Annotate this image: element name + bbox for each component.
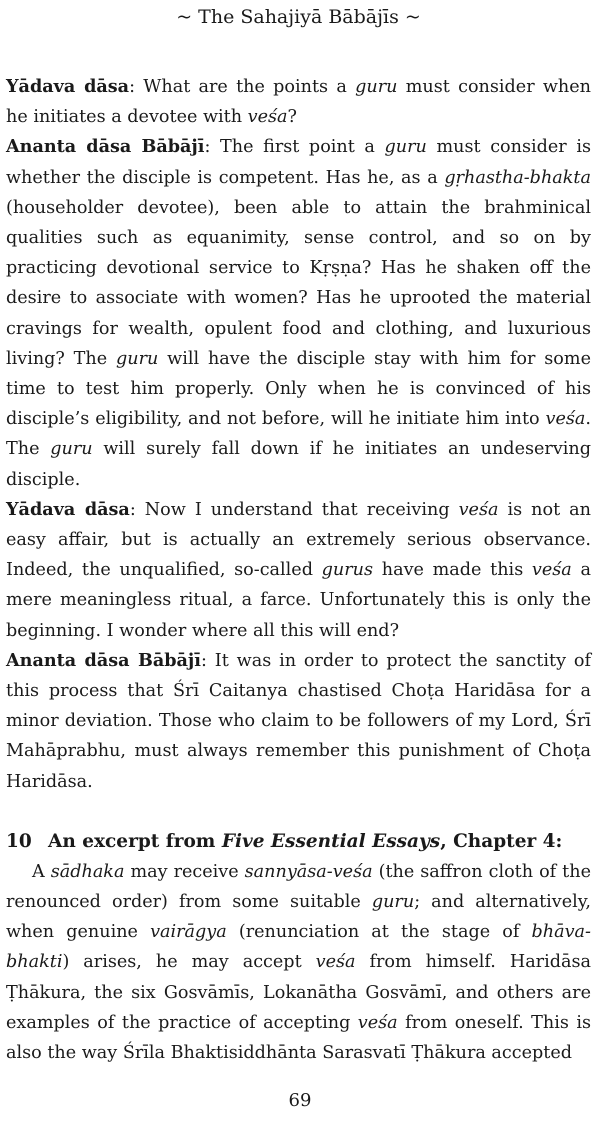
italic-term: guru — [371, 892, 415, 913]
body-paragraph: A sādhaka may receive sannyāsa-veśa (the saffron cloth of the renounced order) from some suitable guru; and alternatively, when genuine vairāgya (renunciation at the stage of bhāva-bhakti) arises, he may accept veśa from himself. Haridāsa Ṭhākura, the six Gosvāmīs, Lokanātha Gosvāmī, and others are examples of the practice of accepting veśa from oneself. This is also the way Śrīla Bhaktisiddhānta Sarasvatī Ṭhākura accepted — [6, 861, 591, 1064]
section-number: 10 — [6, 830, 32, 852]
italic-term: sannyāsa-veśa — [244, 861, 373, 882]
italic-term: veśa — [357, 1012, 398, 1033]
italic-term: gurus — [321, 560, 374, 581]
speaker-name: Ananta dāsa Bābājī — [6, 649, 201, 671]
italic-term: guru — [384, 137, 427, 158]
italic-term: bhāva-bhakti — [6, 922, 591, 973]
dialogue-paragraph: Yādava dāsa: What are the points a guru must consider when he initiates a devotee with veśa? — [6, 76, 592, 128]
dialogue-paragraph: Yādava dāsa: Now I understand that receiving veśa is not an easy affair, but is actually an extremely serious observance. Indeed, the unqualified, so-called gurus have made this veśa a mere meaningless ritual, a farce. Unfortunately this is only the beginning. I wonder where all this will end? — [6, 498, 591, 641]
italic-term: vairāgya — [150, 922, 227, 943]
italic-term: veśa — [247, 107, 288, 128]
speaker-name: Yādava dāsa — [6, 76, 130, 97]
section-heading: 10 An excerpt from Five Essential Essays, Chapter 4: — [6, 827, 591, 857]
book-title: Five Essential Essays — [221, 830, 441, 852]
italic-term: sādhaka — [50, 861, 125, 882]
italic-term: veśa — [315, 952, 356, 973]
running-head: ~ The Sahajiyā Bābājīs ~ — [176, 6, 421, 28]
dialogue-paragraph: Ananta dāsa Bābājī: The first point a guru must consider is whether the disciple is competent. Has he, as a gṛhastha-bhakta (householder devotee), been able to attain the brahminical qualities such as equanimity, sense control, and so on by practicing devotional service to Kṛṣṇa? Has he shaken off the desire to associate with women? Has he uprooted the material cravings for wealth, opulent food and clothing, and luxurious living? The guru will have the disciple stay with him for some time to test him properly. Only when he is convinced of his disciple’s eligibility, and not before, will he initiate him into veśa. The guru will surely fall down if he initiates an undeserving disciple. — [6, 136, 591, 490]
italic-term: guru — [355, 77, 398, 97]
page-number: 69 — [288, 1090, 312, 1111]
italic-term: veśa — [545, 409, 586, 430]
italic-term: gṛhastha-bhakta — [444, 167, 591, 188]
italic-term: veśa — [531, 560, 572, 581]
italic-term: veśa — [458, 499, 499, 520]
speaker-name: Ananta dāsa Bābājī — [6, 136, 205, 158]
italic-term: guru — [116, 348, 159, 369]
speaker-name: Yādava dāsa — [6, 498, 130, 520]
italic-term: guru — [50, 439, 93, 460]
dialogue-paragraph: Ananta dāsa Bābājī: It was in order to protect the sanctity of this process that Śrī Caitanya chastised Choṭa Haridāsa for a minor deviation. Those who claim to be followers of my Lord, Śrī Mahāprabhu, must always remember this punishment of Choṭa Haridāsa. — [6, 649, 591, 792]
page-content — [6, 72, 591, 1068]
